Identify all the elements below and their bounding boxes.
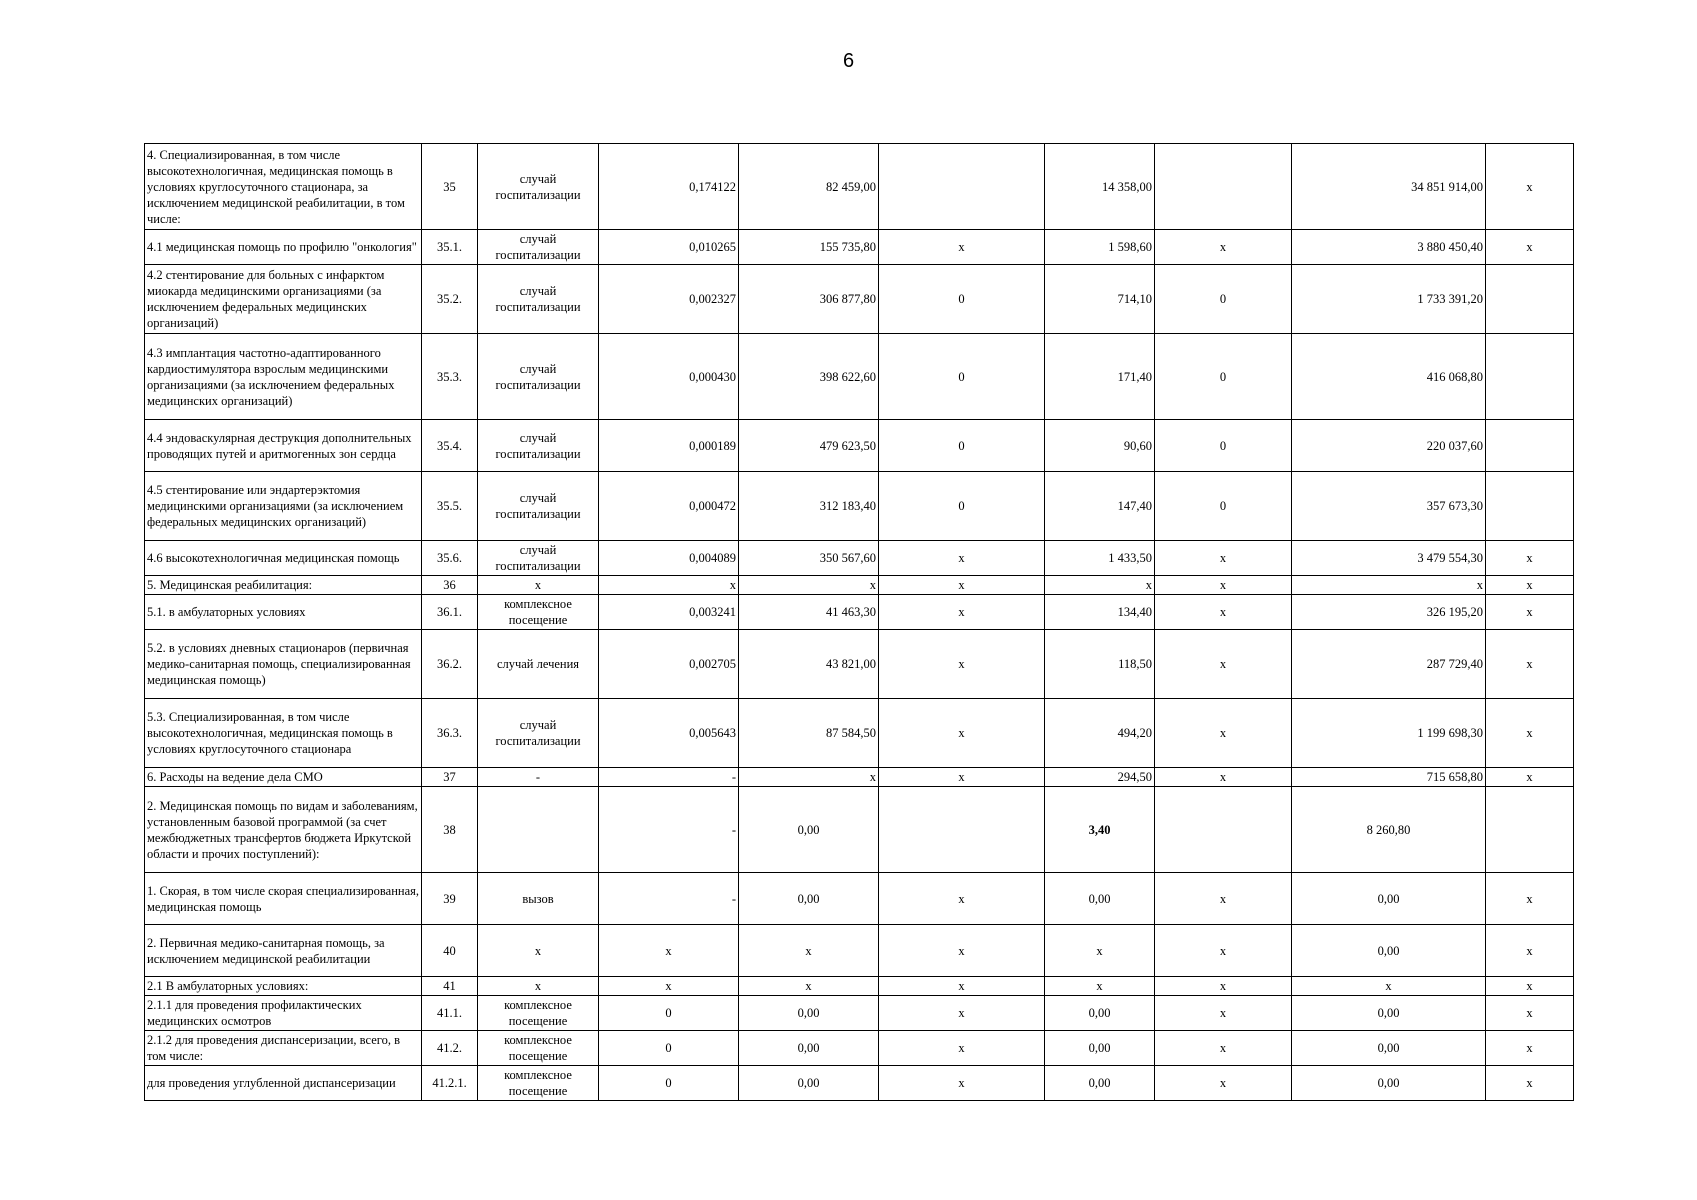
cell-col-9: x — [1292, 576, 1486, 595]
cell-col-7: 1 433,50 — [1045, 541, 1155, 576]
cell-col-2: 35.4. — [422, 420, 478, 472]
cell-col-5: x — [739, 576, 879, 595]
cell-col-10 — [1486, 472, 1574, 541]
cell-col-1: 4.6 высокотехнологичная медицинская помощь — [145, 541, 422, 576]
cell-col-1: 2. Медицинская помощь по видам и заболеваниям, установленным базовой программой (за счет межбюджетных трансфертов бюджета Иркутской области и прочих поступлений): — [145, 787, 422, 873]
cell-col-10: x — [1486, 595, 1574, 630]
cell-col-3: комплексное посещение — [478, 595, 599, 630]
cell-col-4: 0 — [599, 1066, 739, 1101]
cell-col-8: x — [1155, 873, 1292, 925]
cell-col-1: 5.1. в амбулаторных условиях — [145, 595, 422, 630]
table-body — [145, 144, 1574, 1101]
cell-col-3: комплексное посещение — [478, 1066, 599, 1101]
cell-col-5: 0,00 — [739, 873, 879, 925]
cell-col-3: случай госпитализации — [478, 420, 599, 472]
cell-col-10 — [1486, 420, 1574, 472]
cell-col-8: x — [1155, 996, 1292, 1031]
cell-col-9: 3 880 450,40 — [1292, 230, 1486, 265]
cell-col-2: 35.3. — [422, 334, 478, 420]
cell-col-4: - — [599, 787, 739, 873]
cell-col-3: случай госпитализации — [478, 334, 599, 420]
cell-col-7: 0,00 — [1045, 1031, 1155, 1066]
cell-col-6: x — [879, 541, 1045, 576]
cell-col-1: 4.2 стентирование для больных с инфарктом миокарда медицинскими организациями (за исключением федеральных медицинских организаций) — [145, 265, 422, 334]
table-row — [145, 630, 1574, 699]
cell-col-2: 36.2. — [422, 630, 478, 699]
cell-col-9: 287 729,40 — [1292, 630, 1486, 699]
cell-col-1: 4.4 эндоваскулярная деструкция дополнительных проводящих путей и аритмогенных зон сердца — [145, 420, 422, 472]
cell-col-5: 0,00 — [739, 1066, 879, 1101]
cell-col-3: случай госпитализации — [478, 541, 599, 576]
cell-col-4: 0,000430 — [599, 334, 739, 420]
cell-col-8: x — [1155, 1066, 1292, 1101]
cell-col-6: x — [879, 925, 1045, 977]
cell-col-1: 5. Медицинская реабилитация: — [145, 576, 422, 595]
cell-col-7: 294,50 — [1045, 768, 1155, 787]
cell-col-5: 398 622,60 — [739, 334, 879, 420]
cell-col-10: x — [1486, 996, 1574, 1031]
table-row — [145, 541, 1574, 576]
cell-col-6: x — [879, 1031, 1045, 1066]
cell-col-2: 41.2.1. — [422, 1066, 478, 1101]
cell-col-2: 36 — [422, 576, 478, 595]
cell-col-4: 0 — [599, 1031, 739, 1066]
cell-col-10: x — [1486, 1031, 1574, 1066]
cell-col-5: 82 459,00 — [739, 144, 879, 230]
cell-col-1: для проведения углубленной диспансеризации — [145, 1066, 422, 1101]
cell-col-4: x — [599, 576, 739, 595]
cell-col-10: x — [1486, 576, 1574, 595]
cell-col-10 — [1486, 265, 1574, 334]
cell-col-6 — [879, 787, 1045, 873]
table-row — [145, 144, 1574, 230]
cell-col-7: 90,60 — [1045, 420, 1155, 472]
cell-col-8: 0 — [1155, 420, 1292, 472]
cell-col-1: 2.1 В амбулаторных условиях: — [145, 977, 422, 996]
cell-col-10: x — [1486, 144, 1574, 230]
cell-col-10 — [1486, 787, 1574, 873]
cell-col-8: x — [1155, 768, 1292, 787]
cell-col-9: 220 037,60 — [1292, 420, 1486, 472]
cell-col-4: - — [599, 768, 739, 787]
cell-col-3: - — [478, 768, 599, 787]
cell-col-3: комплексное посещение — [478, 1031, 599, 1066]
cell-col-1: 1. Скорая, в том числе скорая специализированная, медицинская помощь — [145, 873, 422, 925]
cell-col-7: 147,40 — [1045, 472, 1155, 541]
cell-col-3: случай госпитализации — [478, 472, 599, 541]
cell-col-2: 35.6. — [422, 541, 478, 576]
cell-col-10: x — [1486, 1066, 1574, 1101]
cell-col-3: случай госпитализации — [478, 230, 599, 265]
table-row — [145, 925, 1574, 977]
cell-col-4: 0,002327 — [599, 265, 739, 334]
cell-col-6: x — [879, 699, 1045, 768]
cell-col-6: x — [879, 230, 1045, 265]
cell-col-10: x — [1486, 230, 1574, 265]
cell-col-1: 4. Специализированная, в том числе высокотехнологичная, медицинская помощь в условиях круглосуточного стационара, за исключением медицинской реабилитации, в том числе: — [145, 144, 422, 230]
cell-col-1: 4.1 медицинская помощь по профилю "онкология" — [145, 230, 422, 265]
cell-col-6: x — [879, 576, 1045, 595]
cell-col-2: 36.3. — [422, 699, 478, 768]
cell-col-10: x — [1486, 699, 1574, 768]
cell-col-9: 0,00 — [1292, 1066, 1486, 1101]
table-row — [145, 1066, 1574, 1101]
cell-col-3: x — [478, 576, 599, 595]
cell-col-10 — [1486, 334, 1574, 420]
cell-col-3: случай госпитализации — [478, 699, 599, 768]
cell-col-6: 0 — [879, 334, 1045, 420]
cell-col-7: 494,20 — [1045, 699, 1155, 768]
cell-col-7: 134,40 — [1045, 595, 1155, 630]
cell-col-6: x — [879, 768, 1045, 787]
cell-col-4: - — [599, 873, 739, 925]
cell-col-5: 350 567,60 — [739, 541, 879, 576]
cell-col-2: 35.1. — [422, 230, 478, 265]
cell-col-9: 0,00 — [1292, 925, 1486, 977]
cell-col-10: x — [1486, 630, 1574, 699]
cell-col-3: x — [478, 977, 599, 996]
table-row — [145, 873, 1574, 925]
cell-col-1: 2.1.2 для проведения диспансеризации, всего, в том числе: — [145, 1031, 422, 1066]
cell-col-6: x — [879, 873, 1045, 925]
table-row — [145, 1031, 1574, 1066]
financing-table — [144, 143, 1574, 1101]
cell-col-5: 0,00 — [739, 787, 879, 873]
table-row — [145, 420, 1574, 472]
cell-col-2: 41 — [422, 977, 478, 996]
cell-col-8: 0 — [1155, 265, 1292, 334]
cell-col-5: 41 463,30 — [739, 595, 879, 630]
cell-col-9: 0,00 — [1292, 1031, 1486, 1066]
cell-col-1: 4.3 имплантация частотно-адаптированного кардиостимулятора взрослым медицинскими организациями (за исключением федеральных медицинских организаций) — [145, 334, 422, 420]
cell-col-1: 5.2. в условиях дневных стационаров (первичная медико-санитарная помощь, специализированная медицинская помощь) — [145, 630, 422, 699]
cell-col-8: x — [1155, 699, 1292, 768]
cell-col-9: 357 673,30 — [1292, 472, 1486, 541]
cell-col-6 — [879, 144, 1045, 230]
cell-col-9: 715 658,80 — [1292, 768, 1486, 787]
cell-col-10: x — [1486, 925, 1574, 977]
cell-col-4: x — [599, 977, 739, 996]
cell-col-2: 41.2. — [422, 1031, 478, 1066]
cell-col-3: x — [478, 925, 599, 977]
cell-col-4: x — [599, 925, 739, 977]
table-row — [145, 595, 1574, 630]
cell-col-5: x — [739, 977, 879, 996]
cell-col-4: 0,004089 — [599, 541, 739, 576]
cell-col-3: случай лечения — [478, 630, 599, 699]
table-row — [145, 334, 1574, 420]
cell-col-8: x — [1155, 595, 1292, 630]
cell-col-7: 171,40 — [1045, 334, 1155, 420]
cell-col-8 — [1155, 144, 1292, 230]
cell-col-4: 0,174122 — [599, 144, 739, 230]
cell-col-2: 39 — [422, 873, 478, 925]
table-row — [145, 472, 1574, 541]
cell-col-6: x — [879, 977, 1045, 996]
cell-col-4: 0,000472 — [599, 472, 739, 541]
cell-col-6: 0 — [879, 472, 1045, 541]
cell-col-6: x — [879, 996, 1045, 1031]
cell-col-9: 0,00 — [1292, 873, 1486, 925]
cell-col-9: 3 479 554,30 — [1292, 541, 1486, 576]
table-row — [145, 576, 1574, 595]
cell-col-7: 3,40 — [1045, 787, 1155, 873]
cell-col-6: x — [879, 1066, 1045, 1101]
cell-col-2: 40 — [422, 925, 478, 977]
cell-col-1: 2. Первичная медико-санитарная помощь, за исключением медицинской реабилитации — [145, 925, 422, 977]
cell-col-10: x — [1486, 541, 1574, 576]
cell-col-3: вызов — [478, 873, 599, 925]
cell-col-7: 0,00 — [1045, 1066, 1155, 1101]
table-row — [145, 699, 1574, 768]
table-row — [145, 265, 1574, 334]
cell-col-2: 35.5. — [422, 472, 478, 541]
cell-col-7: x — [1045, 977, 1155, 996]
cell-col-3: случай госпитализации — [478, 144, 599, 230]
cell-col-8 — [1155, 787, 1292, 873]
cell-col-3: комплексное посещение — [478, 996, 599, 1031]
cell-col-7: 1 598,60 — [1045, 230, 1155, 265]
cell-col-6: x — [879, 595, 1045, 630]
table-row — [145, 768, 1574, 787]
cell-col-8: x — [1155, 541, 1292, 576]
cell-col-1: 6. Расходы на ведение дела СМО — [145, 768, 422, 787]
cell-col-4: 0,003241 — [599, 595, 739, 630]
cell-col-5: 312 183,40 — [739, 472, 879, 541]
cell-col-5: x — [739, 768, 879, 787]
cell-col-7: x — [1045, 925, 1155, 977]
cell-col-10: x — [1486, 873, 1574, 925]
cell-col-7: 0,00 — [1045, 873, 1155, 925]
cell-col-6: 0 — [879, 265, 1045, 334]
cell-col-5: x — [739, 925, 879, 977]
cell-col-2: 36.1. — [422, 595, 478, 630]
cell-col-9: 8 260,80 — [1292, 787, 1486, 873]
cell-col-5: 0,00 — [739, 996, 879, 1031]
cell-col-8: x — [1155, 230, 1292, 265]
cell-col-1: 5.3. Специализированная, в том числе высокотехнологичная, медицинская помощь в условиях круглосуточного стационара — [145, 699, 422, 768]
page-number: 6 — [842, 50, 855, 72]
cell-col-3 — [478, 787, 599, 873]
cell-col-4: 0 — [599, 996, 739, 1031]
table-row — [145, 230, 1574, 265]
cell-col-2: 38 — [422, 787, 478, 873]
cell-col-8: x — [1155, 630, 1292, 699]
cell-col-5: 155 735,80 — [739, 230, 879, 265]
table-row — [145, 996, 1574, 1031]
cell-col-5: 306 877,80 — [739, 265, 879, 334]
cell-col-10: x — [1486, 977, 1574, 996]
cell-col-9: 34 851 914,00 — [1292, 144, 1486, 230]
cell-col-4: 0,000189 — [599, 420, 739, 472]
cell-col-7: 0,00 — [1045, 996, 1155, 1031]
cell-col-5: 0,00 — [739, 1031, 879, 1066]
cell-col-8: x — [1155, 977, 1292, 996]
cell-col-8: x — [1155, 925, 1292, 977]
cell-col-4: 0,010265 — [599, 230, 739, 265]
cell-col-7: 714,10 — [1045, 265, 1155, 334]
cell-col-7: 14 358,00 — [1045, 144, 1155, 230]
cell-col-9: 416 068,80 — [1292, 334, 1486, 420]
cell-col-8: 0 — [1155, 472, 1292, 541]
cell-col-3: случай госпитализации — [478, 265, 599, 334]
cell-col-5: 87 584,50 — [739, 699, 879, 768]
cell-col-4: 0,002705 — [599, 630, 739, 699]
cell-col-7: 118,50 — [1045, 630, 1155, 699]
cell-col-5: 43 821,00 — [739, 630, 879, 699]
cell-col-5: 479 623,50 — [739, 420, 879, 472]
cell-col-7: x — [1045, 576, 1155, 595]
cell-col-9: 0,00 — [1292, 996, 1486, 1031]
cell-col-2: 37 — [422, 768, 478, 787]
cell-col-6: x — [879, 630, 1045, 699]
cell-col-2: 35.2. — [422, 265, 478, 334]
cell-col-9: 1 199 698,30 — [1292, 699, 1486, 768]
cell-col-8: 0 — [1155, 334, 1292, 420]
cell-col-1: 2.1.1 для проведения профилактических медицинских осмотров — [145, 996, 422, 1031]
cell-col-2: 35 — [422, 144, 478, 230]
cell-col-9: 326 195,20 — [1292, 595, 1486, 630]
cell-col-8: x — [1155, 1031, 1292, 1066]
cell-col-1: 4.5 стентирование или эндартерэктомия медицинскими организациями (за исключением федеральных медицинских организаций) — [145, 472, 422, 541]
cell-col-9: x — [1292, 977, 1486, 996]
table-row — [145, 977, 1574, 996]
cell-col-8: x — [1155, 576, 1292, 595]
cell-col-2: 41.1. — [422, 996, 478, 1031]
cell-col-9: 1 733 391,20 — [1292, 265, 1486, 334]
cell-col-6: 0 — [879, 420, 1045, 472]
cell-col-4: 0,005643 — [599, 699, 739, 768]
table-row — [145, 787, 1574, 873]
cell-col-10: x — [1486, 768, 1574, 787]
